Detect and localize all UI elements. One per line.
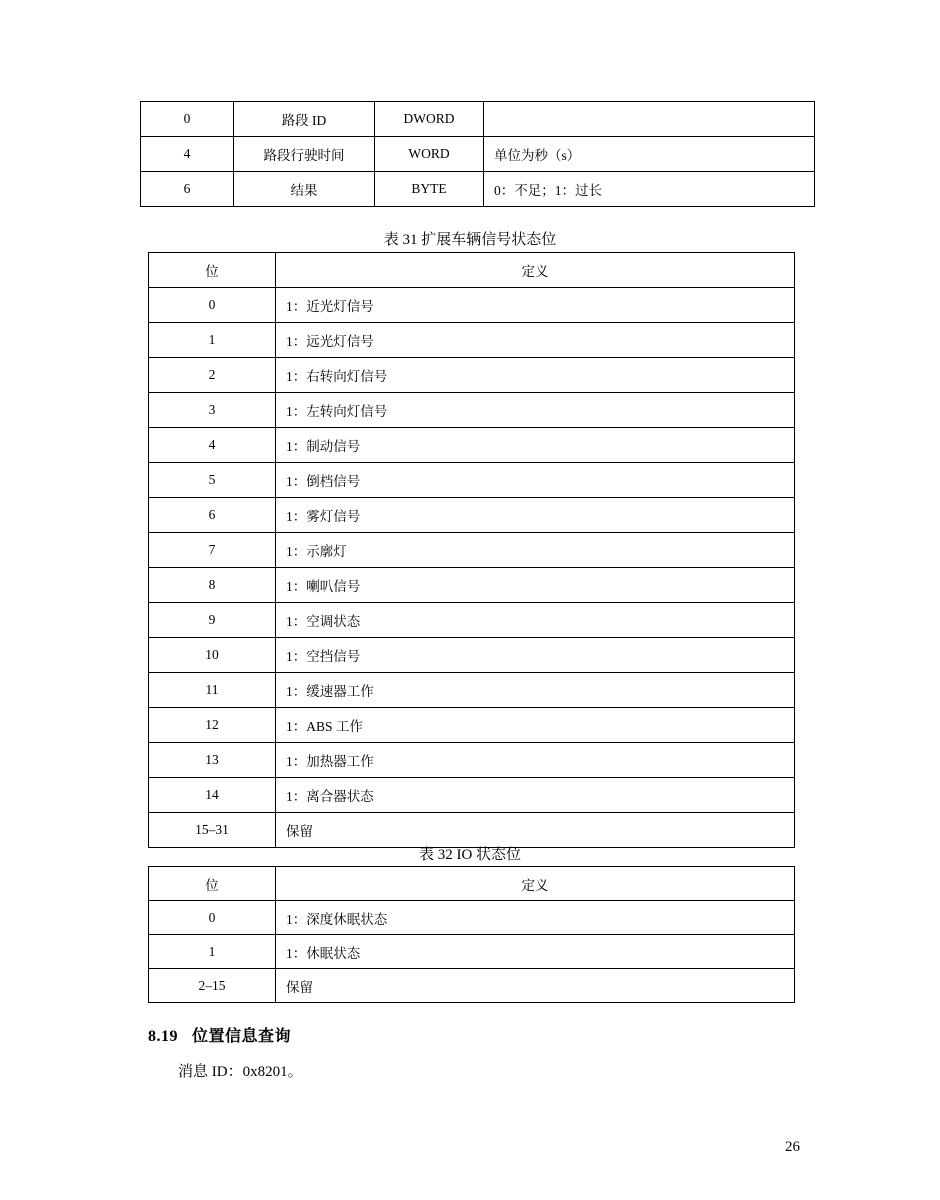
cell-definition: 1：远光灯信号 <box>276 323 795 358</box>
cell-definition: 1：喇叭信号 <box>276 568 795 603</box>
cell-definition: 1：缓速器工作 <box>276 673 795 708</box>
route-segment-table <box>140 101 815 207</box>
section-title: 位置信息查询 <box>192 1028 292 1045</box>
cell-definition: 1：雾灯信号 <box>276 498 795 533</box>
cell-bit: 0 <box>149 288 276 323</box>
table31-caption: 表 31 扩展车辆信号状态位 <box>383 232 557 248</box>
table-row <box>149 935 795 969</box>
cell-definition: 1：离合器状态 <box>276 778 795 813</box>
cell-bit: 6 <box>149 498 276 533</box>
cell-bit: 2 <box>149 358 276 393</box>
cell-note: 单位为秒（s） <box>484 137 815 172</box>
cell-note <box>484 102 815 137</box>
cell-bit: 11 <box>149 673 276 708</box>
cell-definition: 1：空调状态 <box>276 603 795 638</box>
cell-offset: 0 <box>141 102 234 137</box>
section-paragraph: 消息 ID：0x8201。 <box>178 1064 303 1080</box>
cell-bit: 9 <box>149 603 276 638</box>
cell-definition: 保留 <box>276 813 795 848</box>
cell-definition: 1：休眠状态 <box>276 935 795 969</box>
table-row <box>149 901 795 935</box>
cell-description: 路段行驶时间 <box>234 137 375 172</box>
cell-definition: 1：制动信号 <box>276 428 795 463</box>
table-header-row <box>149 253 795 288</box>
table-row <box>149 969 795 1003</box>
table-row <box>149 603 795 638</box>
cell-bit: 12 <box>149 708 276 743</box>
cell-offset: 6 <box>141 172 234 207</box>
cell-bit: 10 <box>149 638 276 673</box>
cell-bit: 3 <box>149 393 276 428</box>
table-header-row <box>149 867 795 901</box>
table-row <box>149 323 795 358</box>
cell-description: 结果 <box>234 172 375 207</box>
cell-definition: 1：ABS 工作 <box>276 708 795 743</box>
cell-bit: 13 <box>149 743 276 778</box>
table-row <box>149 743 795 778</box>
cell-bit: 5 <box>149 463 276 498</box>
header-definition: 定义 <box>276 253 795 288</box>
table-row <box>141 102 815 137</box>
table-row <box>149 288 795 323</box>
header-bit: 位 <box>149 867 276 901</box>
cell-bit: 14 <box>149 778 276 813</box>
cell-definition: 1：加热器工作 <box>276 743 795 778</box>
table-row <box>149 568 795 603</box>
header-definition: 定义 <box>276 867 795 901</box>
cell-definition: 1：示廓灯 <box>276 533 795 568</box>
cell-bit: 8 <box>149 568 276 603</box>
cell-description: 路段 ID <box>234 102 375 137</box>
cell-bit: 4 <box>149 428 276 463</box>
page-number: 26 <box>785 1139 800 1155</box>
cell-type: BYTE <box>375 172 484 207</box>
cell-bit: 0 <box>149 901 276 935</box>
table-row <box>141 172 815 207</box>
table-row <box>149 638 795 673</box>
table-row <box>149 673 795 708</box>
cell-definition: 保留 <box>276 969 795 1003</box>
cell-bit: 15–31 <box>149 813 276 848</box>
cell-definition: 1：倒档信号 <box>276 463 795 498</box>
header-bit: 位 <box>149 253 276 288</box>
cell-definition: 1：空挡信号 <box>276 638 795 673</box>
table-row <box>149 533 795 568</box>
table-row <box>149 358 795 393</box>
section-number: 8.19 <box>148 1028 178 1045</box>
cell-definition: 1：深度休眠状态 <box>276 901 795 935</box>
table-row <box>149 393 795 428</box>
cell-offset: 4 <box>141 137 234 172</box>
extended-vehicle-signal-status-table <box>148 252 795 848</box>
table-row <box>149 463 795 498</box>
table-row <box>149 778 795 813</box>
table-row <box>149 498 795 533</box>
cell-bit: 2–15 <box>149 969 276 1003</box>
section-heading <box>148 1023 291 1046</box>
cell-bit: 1 <box>149 323 276 358</box>
cell-bit: 1 <box>149 935 276 969</box>
table32-caption: 表 32 IO 状态位 <box>418 847 522 863</box>
cell-definition: 1：近光灯信号 <box>276 288 795 323</box>
table-row <box>149 428 795 463</box>
table-row <box>141 137 815 172</box>
cell-bit: 7 <box>149 533 276 568</box>
cell-type: DWORD <box>375 102 484 137</box>
cell-definition: 1：右转向灯信号 <box>276 358 795 393</box>
table-row <box>149 708 795 743</box>
cell-definition: 1：左转向灯信号 <box>276 393 795 428</box>
cell-note: 0：不足；1：过长 <box>484 172 815 207</box>
cell-type: WORD <box>375 137 484 172</box>
io-status-table <box>148 866 795 1003</box>
